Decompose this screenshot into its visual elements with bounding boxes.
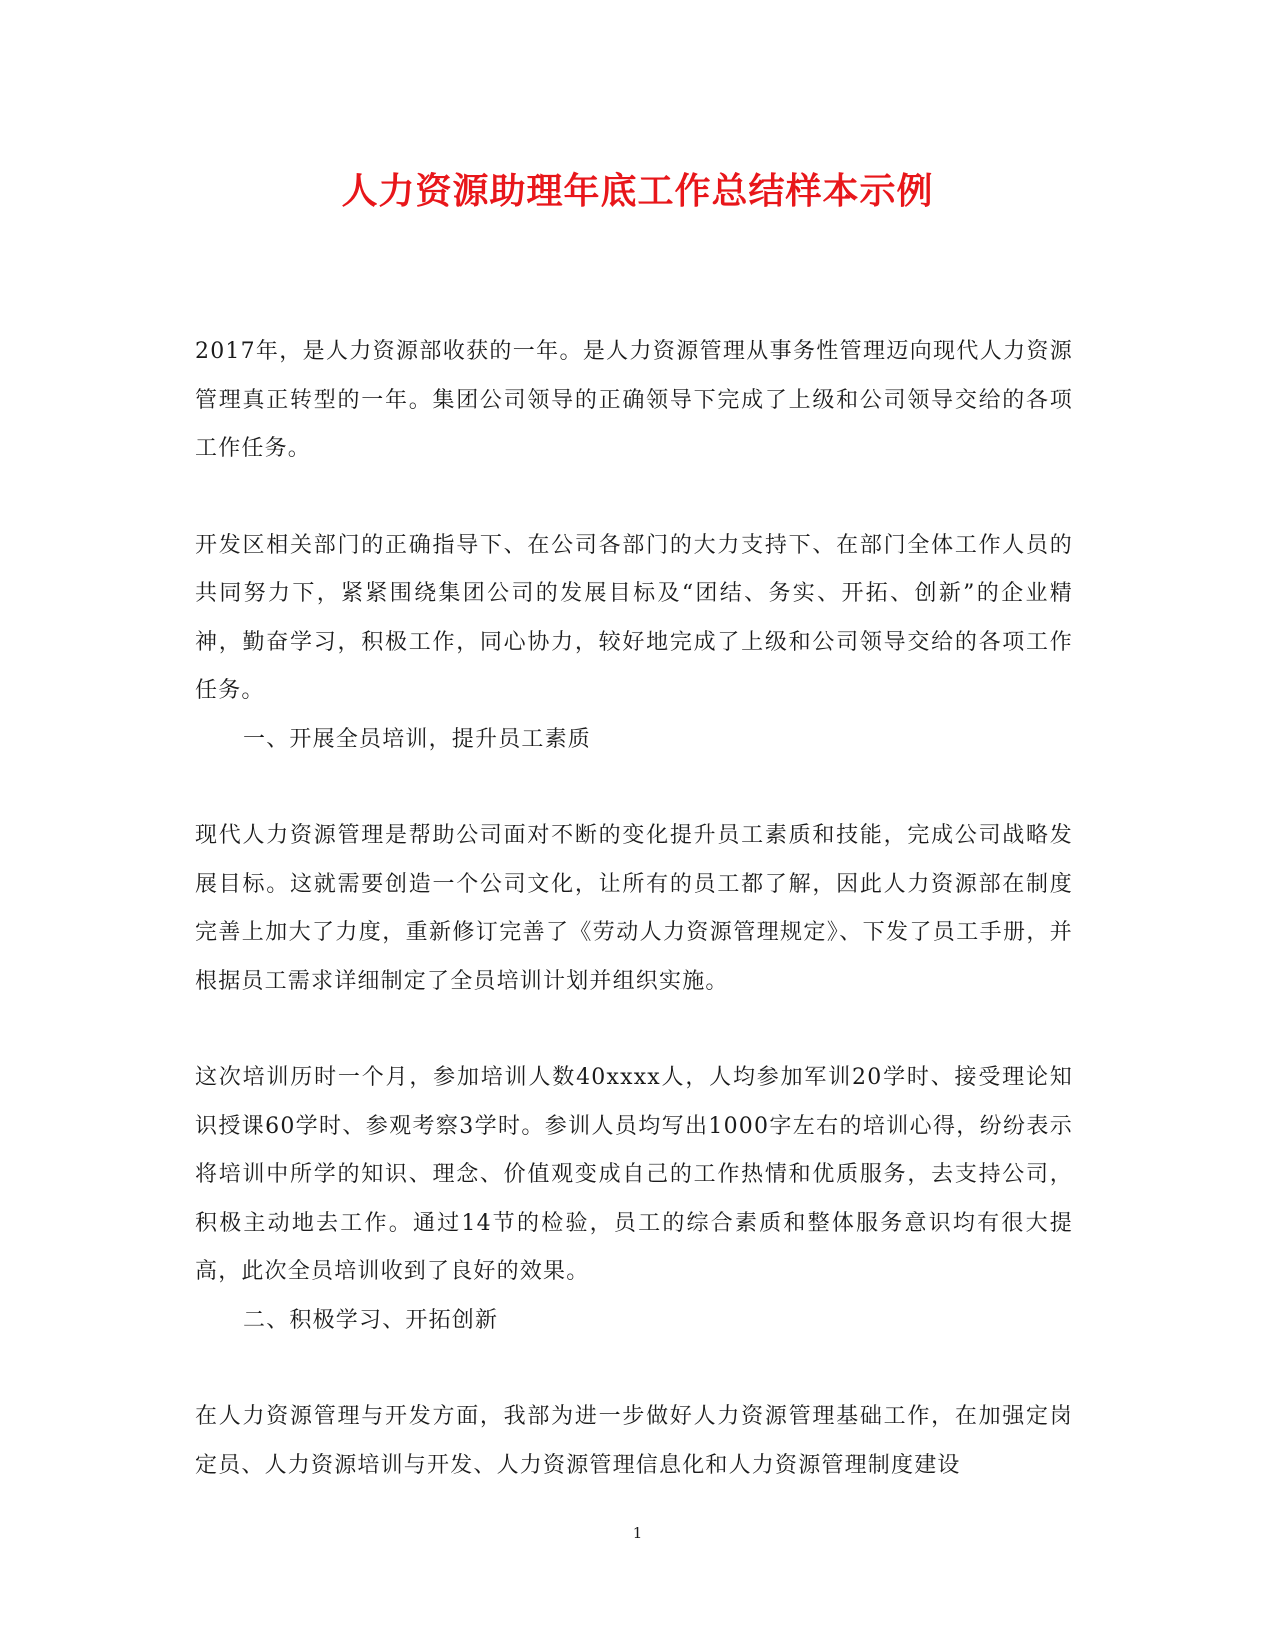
paragraph-guidance: 开发区相关部门的正确指导下、在公司各部门的大力支持下、在部门全体工作人员的共同努力下，紧紧围绕集团公司的发展目标及“团结、务实、开拓、创新”的企业精神，勤奋学习，积极工作，同心协力，较好地完成了上级和公司领导交给的各项工作任务。	[195, 532, 1073, 703]
paragraph-intro: 2017年，是人力资源部收获的一年。是人力资源管理从事务性管理迈向现代人力资源管理真正转型的一年。集团公司领导的正确领导下完成了上级和公司领导交给的各项工作任务。	[195, 339, 1073, 461]
document-body	[195, 328, 1073, 1490]
paragraph-training-details: 这次培训历时一个月，参加培训人数40xxxx人，人均参加军训20学时、接受理论知识授课60学时、参观考察3学时。参训人员均写出1000字左右的培训心得，纷纷表示将培训中所学的知识、理念、价值观变成自己的工作热情和优质服务，去支持公司，积极主动地去工作。通过14节的检验，员工的综合素质和整体服务意识均有很大提高，此次全员培训收到了良好的效果。	[195, 1065, 1073, 1284]
section-heading-2: 二、积极学习、开拓创新	[243, 1307, 499, 1333]
section-heading-1: 一、开展全员培训，提升员工素质	[243, 726, 592, 752]
paragraph-hr-development: 在人力资源管理与开发方面，我部为进一步做好人力资源管理基础工作，在加强定岗定员、人力资源培训与开发、人力资源管理信息化和人力资源管理制度建设	[195, 1404, 1073, 1478]
page-number: 1	[632, 1524, 643, 1542]
paragraph-training-purpose: 现代人力资源管理是帮助公司面对不断的变化提升员工素质和技能，完成公司战略发展目标。这就需要创造一个公司文化，让所有的员工都了解，因此人力资源部在制度完善上加大了力度，重新修订完善了《劳动人力资源管理规定》、下发了员工手册，并根据员工需求详细制定了全员培训计划并组织实施。	[195, 823, 1073, 994]
document-title: 人力资源助理年底工作总结样本示例	[341, 171, 934, 212]
